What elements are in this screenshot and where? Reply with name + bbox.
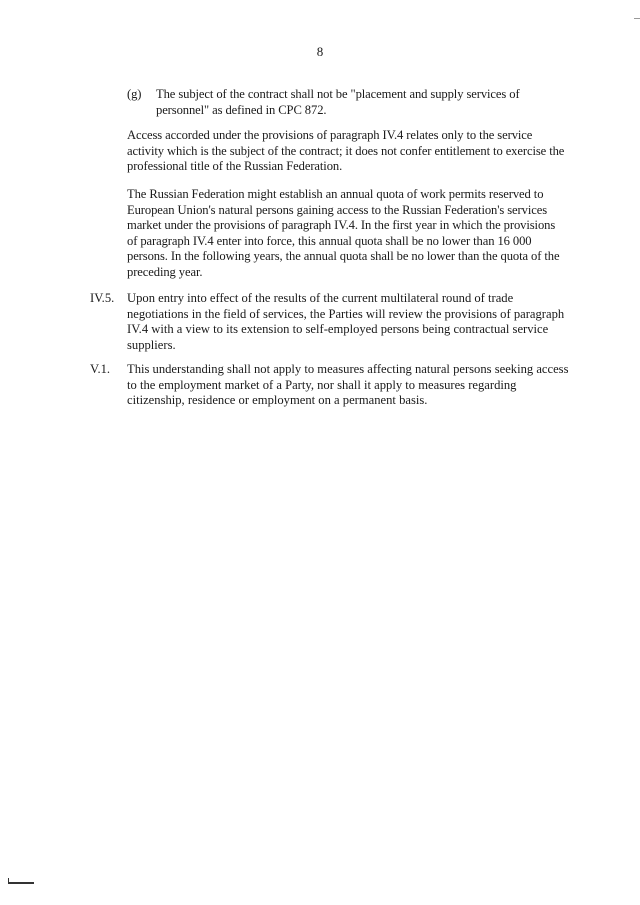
paragraph-access: Access accorded under the provisions of paragraph IV.4 relates only to the service activity which is the subject of the contract; it does not confer entitlement to exercise the professional title of the Russian Federation. [127, 128, 565, 174]
page-number: 8 [316, 44, 324, 59]
list-item-g [127, 87, 547, 118]
scan-corner-mark [8, 882, 34, 884]
scan-edge-mark [634, 18, 640, 19]
clause-iv5 [90, 291, 570, 353]
clause-text: Upon entry into effect of the results of the current multilateral round of trade negotiations in the field of services, the Parties will review the provisions of paragraph IV.4 with a view to its extension to self-employed persons being contractual service suppliers. [127, 291, 565, 352]
list-item-marker: (g) [127, 87, 142, 101]
clause-v1 [90, 362, 570, 409]
list-item-text: The subject of the contract shall not be "placement and supply services of personnel" as defined in CPC 872. [156, 87, 520, 117]
clause-number: V.1. [90, 362, 111, 376]
paragraph-quota: The Russian Federation might establish an annual quota of work permits reserved to European Union's natural persons gaining access to the Russian Federation's services market under the provisions of paragraph IV.4. In the first year in which the provisions of paragraph IV.4 enter into force, this annual quota shall be no lower than 16 000 persons. In the following years, the annual quota shall be no lower than the quota of the preceding year. [127, 187, 560, 279]
clause-text: This understanding shall not apply to measures affecting natural persons seeking access to the employment market of a Party, nor shall it apply to measures regarding citizenship, residence or employment on a permanent basis. [127, 362, 569, 408]
clause-number: IV.5. [90, 291, 115, 305]
